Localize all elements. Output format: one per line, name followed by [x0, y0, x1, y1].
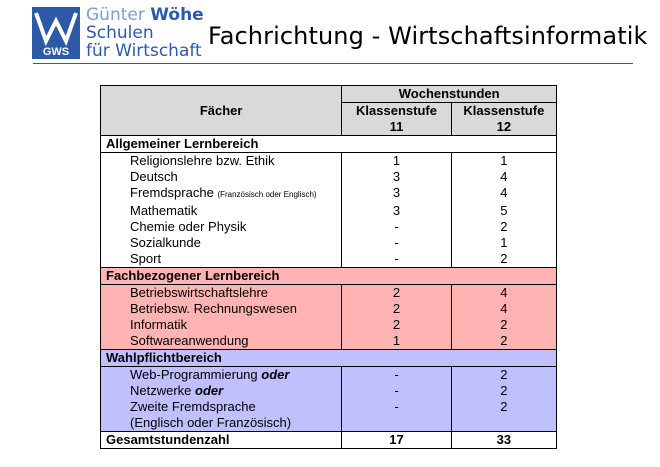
logo-w-icon: [32, 7, 80, 59]
table-row: Sport - 2: [101, 251, 557, 268]
logo-mark: GWS: [42, 46, 70, 58]
table-row: Betriebswirtschaftslehre 2 4: [101, 285, 557, 302]
emphasis-oder: oder: [261, 367, 290, 382]
table-row: Fremdsprache (Französisch oder Englisch) 3 4: [101, 185, 557, 203]
emphasis-oder: oder: [195, 383, 224, 398]
section-fachbezogen: Fachbezogener Lernbereich: [101, 268, 557, 285]
header-faecher: Fächer: [101, 86, 342, 136]
table-row: Betriebsw. Rechnungswesen 2 4: [101, 301, 557, 317]
page-title: Fachrichtung - Wirtschaftsinformatik: [208, 22, 648, 50]
school-name: [86, 6, 204, 60]
subject-note: (Französisch oder Englisch): [217, 190, 317, 199]
table-row: Sozialkunde - 1: [101, 235, 557, 251]
gws-logo: [32, 7, 80, 59]
total-k12: 33: [451, 432, 556, 449]
table-row: Deutsch 3 4: [101, 169, 557, 185]
total-label: Gesamtstundenzahl: [101, 432, 342, 449]
title-divider: [33, 63, 633, 64]
school-name-line-1a: Günter: [86, 5, 145, 25]
school-name-line-3: für Wirtschaft: [86, 41, 202, 61]
table-row: Mathematik 3 5: [101, 203, 557, 219]
subjects-table: [100, 85, 557, 449]
table-row: Religionslehre bzw. Ethik 1 1: [101, 153, 557, 170]
table-row: Zweite Fremdsprache - 2: [101, 399, 557, 415]
school-name-line-1b: Wöhe: [150, 5, 204, 25]
table-row: (Englisch oder Französisch): [101, 415, 557, 432]
header-wochenstunden: Wochenstunden: [342, 86, 557, 103]
table-row: Informatik 2 2: [101, 317, 557, 333]
table-row: Softwareanwendung 1 2: [101, 333, 557, 350]
header-klassenstufe-12: Klassenstufe 12: [451, 103, 556, 136]
table-row: Chemie oder Physik - 2: [101, 219, 557, 235]
table-row: Netzwerke oder - 2: [101, 383, 557, 399]
table-row: Web-Programmierung oder - 2: [101, 367, 557, 384]
total-row: [101, 432, 557, 449]
section-wahlpflicht: Wahlpflichtbereich: [101, 350, 557, 367]
total-k11: 17: [342, 432, 451, 449]
subject-label: Fremdsprache: [130, 185, 214, 200]
school-name-line-2: Schulen: [86, 23, 154, 43]
section-allgemein: Allgemeiner Lernbereich: [101, 136, 557, 153]
header-klassenstufe-11: Klassenstufe 11: [342, 103, 451, 136]
